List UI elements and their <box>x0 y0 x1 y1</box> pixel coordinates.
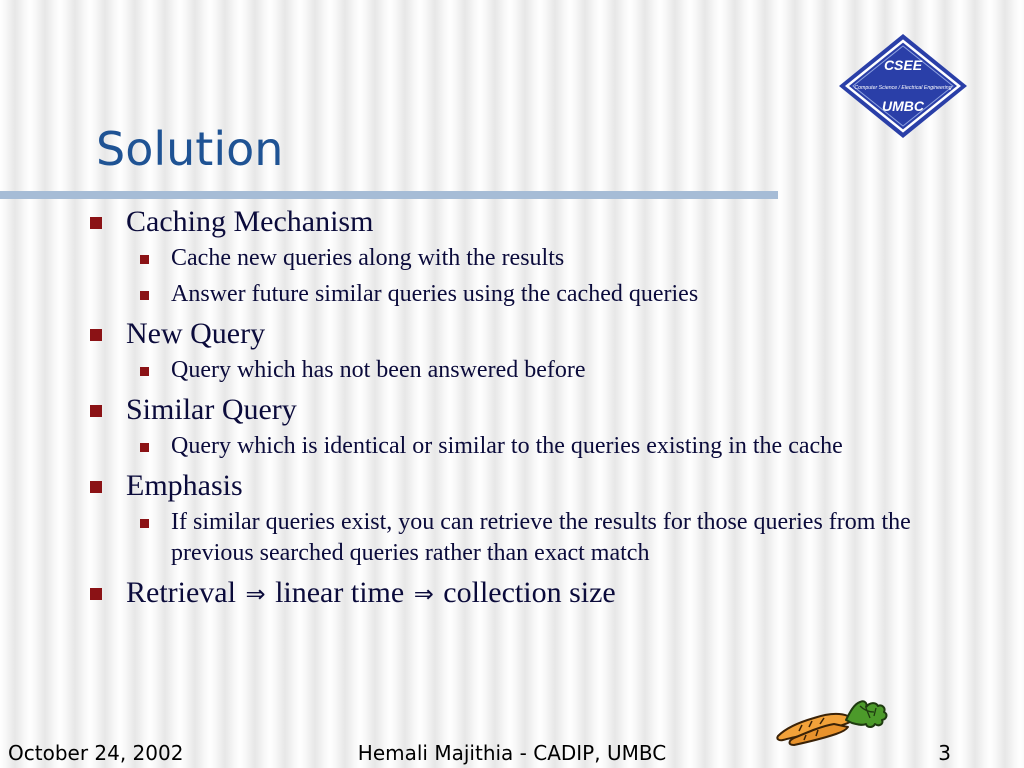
sub-bullet-text: Query which has not been answered before <box>171 357 586 383</box>
sub-bullet <box>86 431 966 462</box>
bullet-text: Similar Query <box>126 393 297 426</box>
bullet-list <box>86 200 966 613</box>
bullet-text: Caching Mechanism <box>126 205 374 238</box>
bullet-caching-mechanism <box>86 203 966 241</box>
sub-bullet-text: If similar queries exist, you can retrieve the results for those queries from the previous searched queries rather than exact match <box>171 509 911 566</box>
logo-top-text: CSEE <box>883 57 923 73</box>
bullet-similar-query <box>86 391 966 429</box>
square-bullet-icon <box>140 291 149 300</box>
footer-date: October 24, 2002 <box>8 741 184 765</box>
csee-umbc-logo <box>838 33 968 139</box>
bullet-text: Emphasis <box>126 469 243 502</box>
bullet-retrieval <box>86 574 966 613</box>
title-underline <box>0 191 778 199</box>
square-bullet-icon <box>140 255 149 264</box>
sub-bullet-text: Answer future similar queries using the cached queries <box>171 281 699 307</box>
square-bullet-icon <box>140 443 149 452</box>
implies-arrow-icon: ⇒ <box>413 580 434 608</box>
logo-middle-text: Computer Science / Electrical Engineering <box>854 85 952 91</box>
bullet-emphasis <box>86 467 966 505</box>
square-bullet-icon <box>90 588 102 600</box>
square-bullet-icon <box>140 367 149 376</box>
sub-bullet <box>86 355 966 386</box>
sub-bullet <box>86 507 966 569</box>
sub-bullet-text: Query which is identical or similar to the queries existing in the cache <box>171 433 843 459</box>
footer-author: Hemali Majithia - CADIP, UMBC <box>357 741 667 765</box>
bullet-text: New Query <box>126 317 266 350</box>
sub-bullet <box>86 243 966 274</box>
square-bullet-icon <box>140 519 149 528</box>
slide-title: Solution <box>96 122 284 176</box>
linear-time-text: linear time <box>275 576 405 609</box>
footer-center <box>0 738 1024 768</box>
square-bullet-icon <box>90 405 102 417</box>
square-bullet-icon <box>90 217 102 229</box>
square-bullet-icon <box>90 329 102 341</box>
sub-bullet-text: Cache new queries along with the results <box>171 245 565 271</box>
logo-bottom-text: UMBC <box>882 98 924 114</box>
square-bullet-icon <box>90 481 102 493</box>
bullet-new-query <box>86 315 966 353</box>
retrieval-text: Retrieval <box>126 576 236 609</box>
sub-bullet <box>86 279 966 310</box>
collection-size-text: collection size <box>443 576 616 609</box>
implies-arrow-icon: ⇒ <box>245 580 266 608</box>
page-number: 3 <box>938 741 951 765</box>
